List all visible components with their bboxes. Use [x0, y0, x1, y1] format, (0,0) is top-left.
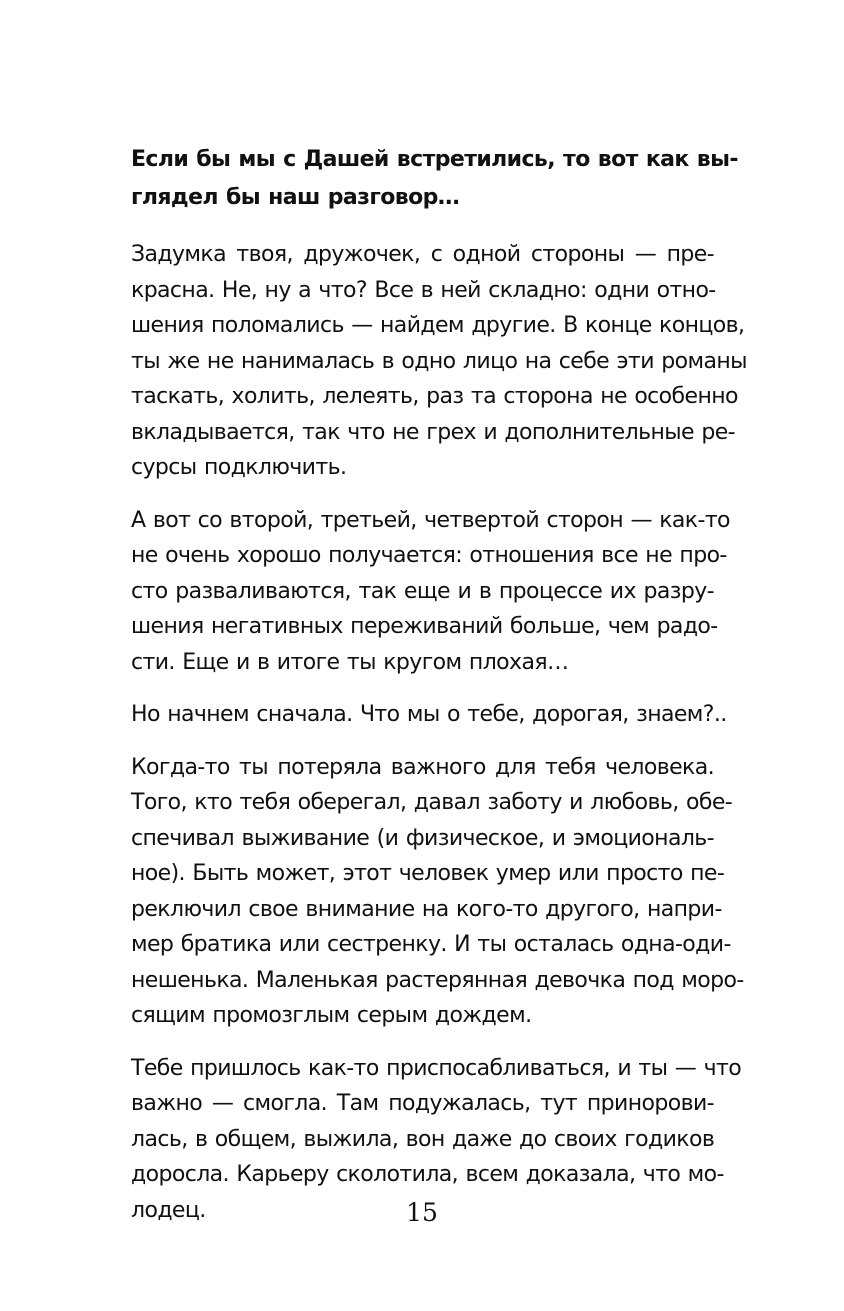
paragraph-line: нешенька. Маленькая растерянная девочка под моро- [131, 967, 744, 993]
paragraph-line: сурсы подключить. [131, 455, 347, 480]
paragraph-line: ное). Быть может, этот человек умер или просто пе- [131, 861, 725, 886]
paragraph-line: таскать, холить, лелеять, раз та сторона не особенно [131, 384, 738, 409]
paragraph-line: Но начнем сначала. Что мы о тебе, дорогая, знаем?.. [131, 702, 727, 727]
paragraph-line: Задумка твоя, дружочек, с одной стороны — пре- [131, 242, 714, 267]
heading-line: Если бы мы с Дашей встретились, то вот как вы- [131, 147, 738, 172]
paragraph [131, 697, 727, 733]
paragraph-line: красна. Не, ну а что? Все в ней складно: одни отно- [131, 277, 716, 303]
paragraph [131, 503, 730, 681]
paragraph-line: ты же не нанималась в одно лицо на себе эти романы [131, 348, 747, 374]
paragraph-line: сящим промозглым серым дождем. [131, 1003, 532, 1028]
paragraph-line: Тебе пришлось как-то приспосабливаться, и ты — что [131, 1055, 742, 1081]
paragraph-line: лась, в общем, выжила, вон даже до своих годиков [131, 1126, 715, 1152]
paragraph-line: лодец. [131, 1197, 206, 1223]
paragraph [131, 237, 747, 486]
paragraph-line: вкладывается, так что не грех и дополнительные ре- [131, 419, 735, 445]
paragraph-line: сти. Еще и в итоге ты кругом плохая… [131, 649, 569, 675]
paragraph-line: шения негативных переживаний больше, чем радо- [131, 614, 718, 639]
paragraph [131, 750, 744, 1034]
body-text [131, 237, 747, 1228]
paragraph-line: важно — смогла. Там подужалась, тут принорови- [131, 1091, 714, 1116]
paragraph-line: шения поломались — найдем другие. В конце концов, [131, 313, 745, 338]
paragraph-line: доросла. Карьеру сколотила, всем доказала, что мо- [131, 1162, 724, 1187]
paragraph-line: Когда-то ты потеряла важного для тебя человека. [131, 754, 714, 780]
paragraph-line: А вот со второй, третьей, четвертой сторон — как-то [131, 507, 730, 533]
page-number: 15 [406, 1198, 438, 1227]
paragraph-line: сто разваливаются, так еще и в процессе их разру- [131, 578, 714, 604]
paragraph-line: Того, кто тебя оберегал, давал заботу и любовь, обе- [131, 790, 733, 815]
paragraph-line: спечивал выживание (и физическое, и эмоциональ- [131, 825, 714, 851]
paragraph-line: мер братика или сестренку. И ты осталась одна-оди- [131, 932, 731, 957]
section-heading [131, 141, 738, 217]
paragraph-line: реключил свое внимание на кого-то другого, напри- [131, 896, 722, 922]
paragraph-line: не очень хорошо получается: отношения все не про- [131, 543, 727, 568]
heading-line: глядел бы наш разговор… [131, 185, 460, 210]
